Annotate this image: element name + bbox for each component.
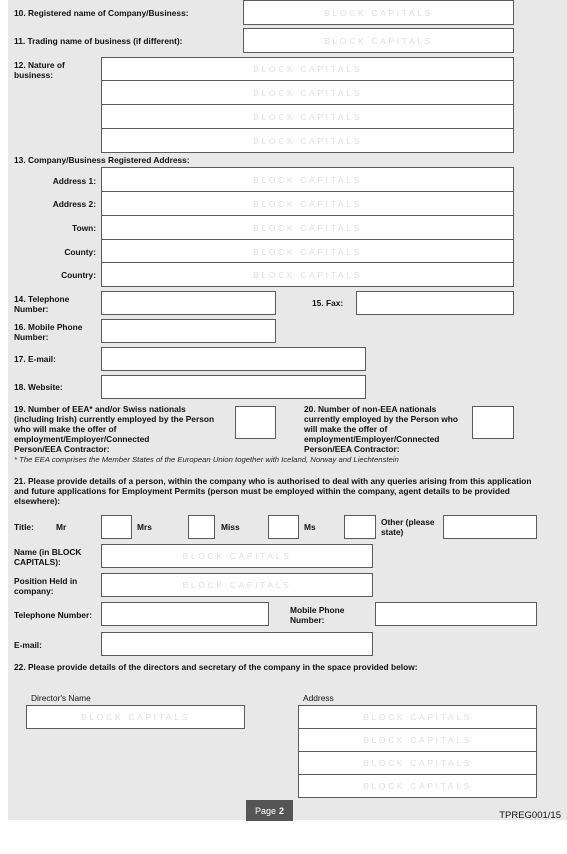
position-field[interactable] — [101, 573, 373, 597]
contact-email-label: E-mail: — [14, 640, 42, 650]
placeholder: BLOCK CAPITALS — [253, 269, 362, 280]
placeholder: BLOCK CAPITALS — [182, 580, 292, 590]
placeholder: BLOCK CAPITALS — [253, 222, 362, 233]
placeholder: BLOCK CAPITALS — [363, 781, 472, 791]
other-label: Other (please state) — [381, 517, 435, 537]
miss-checkbox[interactable] — [268, 515, 299, 539]
placeholder: BLOCK CAPITALS — [253, 87, 362, 98]
director-name-header: Director's Name — [31, 693, 91, 703]
q14-label: 14. Telephone Number: — [14, 294, 70, 314]
contact-mobile-field[interactable] — [375, 602, 537, 626]
non-eea-count-field[interactable] — [472, 406, 514, 439]
nature-of-business-line-3[interactable] — [101, 104, 514, 129]
q11-label: 11. Trading name of business (if different): — [14, 36, 183, 46]
director-address-line-1[interactable] — [298, 705, 537, 729]
q21-label: 21. Please provide details of a person, within the company who is authorised to deal with any queries arising from this application and future applications for Employment Permits (person must be employed within the company, agent details to be provided elsewhere): — [14, 476, 532, 506]
ms-label: Ms — [304, 522, 316, 532]
contact-telephone-label: Telephone Number: — [14, 610, 93, 620]
contact-name-field[interactable] — [101, 544, 373, 568]
address-2-field[interactable] — [101, 191, 514, 216]
placeholder: BLOCK CAPITALS — [182, 551, 292, 561]
placeholder: BLOCK CAPITALS — [81, 712, 190, 722]
page-indicator — [246, 800, 293, 821]
placeholder: BLOCK CAPITALS — [253, 246, 362, 257]
email-field[interactable] — [101, 347, 366, 371]
address-2-label: Address 2: — [52, 199, 96, 209]
placeholder: BLOCK CAPITALS — [253, 174, 362, 185]
town-field[interactable] — [101, 215, 514, 240]
q16-label: 16. Mobile Phone Number: — [14, 322, 83, 342]
placeholder: BLOCK CAPITALS — [253, 111, 362, 122]
nature-of-business-line-1[interactable] — [101, 57, 514, 81]
website-field[interactable] — [101, 375, 366, 399]
page-label: Page — [254, 805, 276, 816]
director-address-line-3[interactable] — [298, 751, 537, 775]
contact-email-field[interactable] — [101, 632, 373, 656]
q20-label: 20. Number of non-EEA nationals currently employed by the Person who will make the offer of employment/Employer/Connected Person/EEA Contractor: — [304, 404, 459, 454]
contact-telephone-field[interactable] — [101, 602, 269, 626]
placeholder: BLOCK CAPITALS — [324, 7, 433, 18]
director-name-field[interactable] — [26, 705, 245, 729]
telephone-field[interactable] — [101, 291, 276, 315]
placeholder: BLOCK CAPITALS — [363, 735, 472, 745]
nature-of-business-line-2[interactable] — [101, 80, 514, 105]
eea-footnote: * The EEA comprises the Member States of the European Union together with Iceland, Norway and Liechtenstein — [14, 455, 399, 464]
ms-checkbox[interactable] — [344, 515, 376, 539]
q19-label: 19. Number of EEA* and/or Swiss nationals (including Irish) currently employed by the Person who will make the offer of employment/Employer/Connected Person/EEA Contractor: — [14, 404, 215, 454]
placeholder: BLOCK CAPITALS — [324, 35, 433, 46]
q17-label: 17. E-mail: — [14, 354, 56, 364]
q10-label: 10. Registered name of Company/Business: — [14, 8, 189, 18]
other-title-field[interactable] — [443, 515, 537, 539]
director-address-header: Address — [303, 693, 334, 703]
placeholder: BLOCK CAPITALS — [253, 135, 362, 146]
mr-checkbox[interactable] — [101, 515, 132, 539]
q12-label: 12. Nature of business: — [14, 60, 65, 80]
mobile-phone-field[interactable] — [101, 319, 276, 343]
address-1-field[interactable] — [101, 167, 514, 192]
county-field[interactable] — [101, 239, 514, 264]
fax-field[interactable] — [356, 291, 514, 315]
country-label: Country: — [61, 270, 96, 280]
mrs-checkbox[interactable] — [188, 515, 215, 539]
placeholder: BLOCK CAPITALS — [253, 64, 362, 74]
q15-label: 15. Fax: — [312, 298, 344, 308]
form-reference: TPREG001/15 — [499, 810, 561, 821]
country-field[interactable] — [101, 262, 514, 287]
q13-label: 13. Company/Business Registered Address: — [14, 155, 190, 165]
registered-name-field[interactable] — [243, 0, 514, 25]
eea-count-field[interactable] — [235, 406, 276, 439]
placeholder: BLOCK CAPITALS — [253, 198, 362, 209]
q18-label: 18. Website: — [14, 382, 63, 392]
town-label: Town: — [71, 223, 96, 233]
contact-name-label: Name (in BLOCK CAPITALS): — [14, 547, 82, 567]
director-address-line-2[interactable] — [298, 728, 537, 752]
miss-label: Miss — [221, 522, 240, 532]
q22-label: 22. Please provide details of the directors and secretary of the company in the space provided below: — [14, 662, 418, 672]
nature-of-business-line-4[interactable] — [101, 128, 514, 153]
position-label: Position Held in company: — [14, 576, 78, 596]
page-number: 2 — [279, 805, 285, 816]
mr-label: Mr — [56, 522, 67, 532]
title-label: Title: — [14, 522, 34, 532]
placeholder: BLOCK CAPITALS — [363, 712, 472, 722]
address-1-label: Address 1: — [52, 176, 96, 186]
contact-mobile-label: Mobile Phone Number: — [290, 605, 345, 625]
mrs-label: Mrs — [137, 522, 152, 532]
placeholder: BLOCK CAPITALS — [363, 758, 472, 768]
trading-name-field[interactable] — [243, 28, 514, 53]
director-address-line-4[interactable] — [298, 774, 537, 798]
county-label: County: — [64, 247, 96, 257]
